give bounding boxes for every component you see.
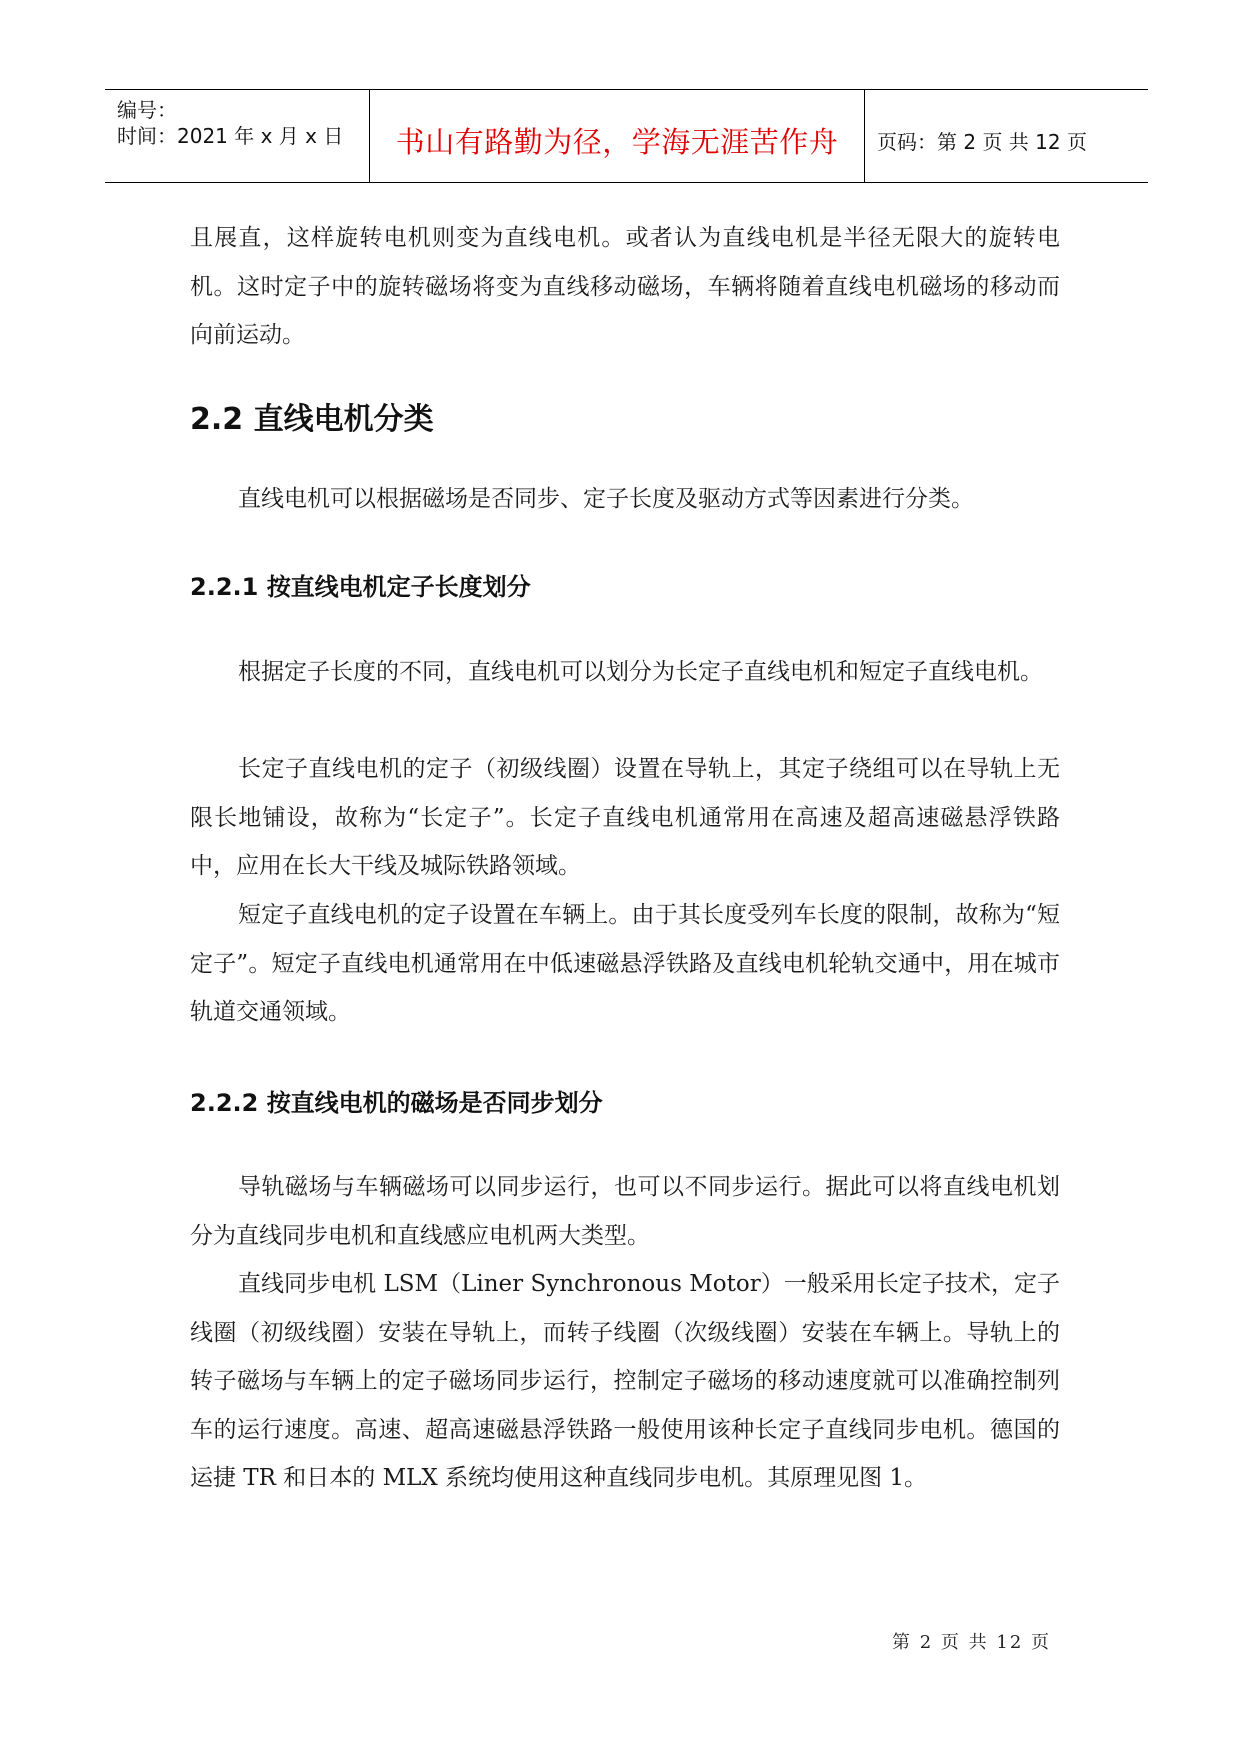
- paragraph-2-2-1-c: 短定子直线电机的定子设置在车辆上。由于其长度受列车长度的限制，故称为“短定子”。短定子直线电机通常用在中低速磁悬浮铁路及直线电机轮轨交通中，用在城市轨道交通领域。: [190, 902, 1060, 1025]
- header-right-cell: [865, 90, 1148, 182]
- document-time-label: 时间：2021 年 x 月 x 日: [117, 124, 344, 148]
- section-heading-2-2: 2.2 直线电机分类: [190, 402, 434, 437]
- header-middle-cell: [369, 90, 865, 182]
- header-page-label: 页码：第 2 页 共 12 页: [877, 130, 1087, 154]
- paragraph-2-2-2-a: 导轨磁场与车辆磁场可以同步运行，也可以不同步运行。据此可以将直线电机划分为直线同步电机和直线感应电机两大类型。: [190, 1174, 1060, 1249]
- page-header: [105, 89, 1148, 183]
- paragraph-2-2-2-b: 直线同步电机 LSM（Liner Synchronous Motor）一般采用长定子技术，定子线圈（初级线圈）安装在导轨上，而转子线圈（次级线圈）安装在车辆上。导轨上的转子磁场与车辆上的定子磁场同步运行，控制定子磁场的移动速度就可以准确控制列车的运行速度。高速、超高速磁悬浮铁路一般使用该种长定子直线同步电机。德国的运捷 TR 和日本的 MLX 系统均使用这种直线同步电机。其原理见图 1。: [190, 1271, 1060, 1491]
- section-heading-2-2-1: 2.2.1 按直线电机定子长度划分: [190, 573, 531, 601]
- paragraph-2-2-1-b: 长定子直线电机的定子（初级线圈）设置在导轨上，其定子绕组可以在导轨上无限长地铺设，故称为“长定子”。长定子直线电机通常用在高速及超高速磁悬浮铁路中，应用在长大干线及城际铁路领域。: [190, 756, 1060, 879]
- document-code-label: 编号：: [117, 98, 177, 122]
- header-left-cell: [105, 90, 369, 182]
- paragraph-2-2-1-a: 根据定子长度的不同，直线电机可以划分为长定子直线电机和短定子直线电机。: [238, 659, 1043, 685]
- paragraph-2-2: 直线电机可以根据磁场是否同步、定子长度及驱动方式等因素进行分类。: [238, 486, 974, 512]
- paragraph-intro: 且展直，这样旋转电机则变为直线电机。或者认为直线电机是半径无限大的旋转电机。这时定子中的旋转磁场将变为直线移动磁场，车辆将随着直线电机磁场的移动而向前运动。: [190, 225, 1060, 348]
- section-heading-2-2-2: 2.2.2 按直线电机的磁场是否同步划分: [190, 1089, 603, 1117]
- page-footer: 第 2 页 共 12 页: [892, 1632, 1051, 1653]
- header-motto: 书山有路勤为径，学海无涯苦作舟: [395, 125, 839, 159]
